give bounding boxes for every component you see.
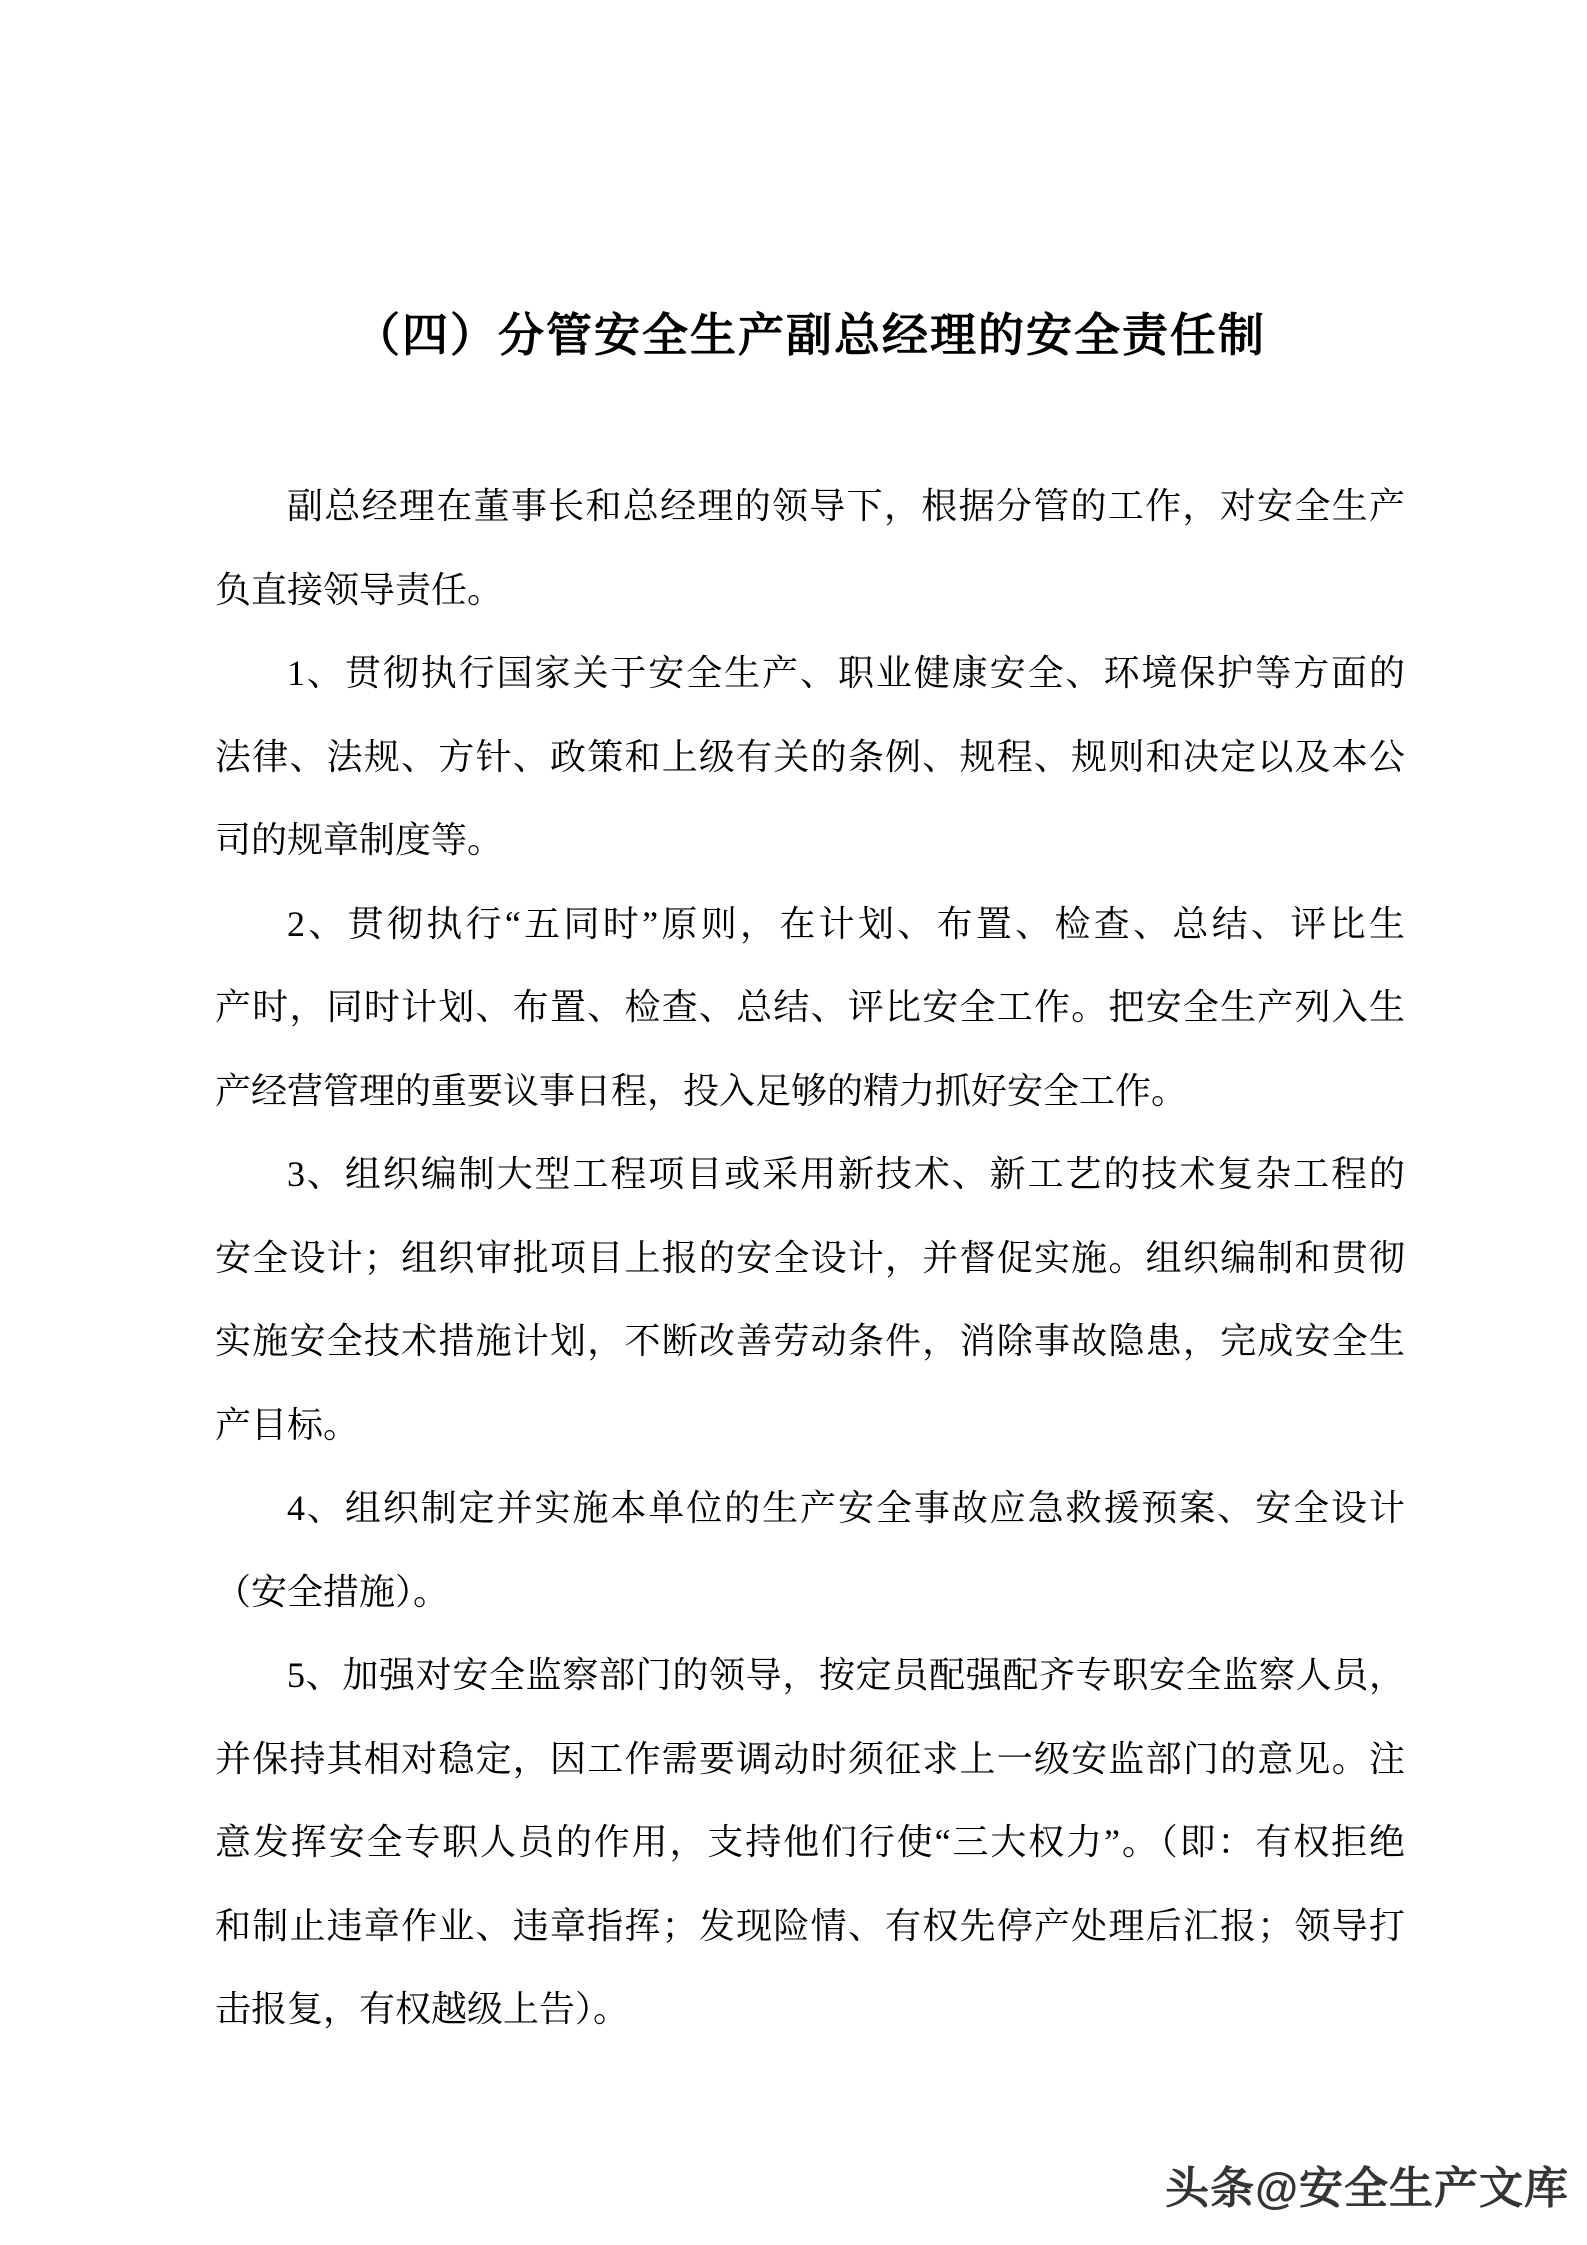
- body-line-p0-l0: 副总经理在董事长和总经理的领导下，根据分管的工作，对安全生产: [287, 486, 1405, 526]
- body-line-p0-l1: 负直接领导责任。: [215, 569, 504, 610]
- body-line-p2-l0: 2、贯彻执行“五同时”原则，在计划、布置、检查、总结、评比生: [287, 903, 1405, 944]
- body-line-p3-l3: 产目标。: [215, 1404, 360, 1445]
- watermark: [1165, 2163, 1569, 2215]
- body-line-p2-l1: 产时，同时计划、布置、检查、总结、评比安全工作。把安全生产列入生: [215, 987, 1405, 1027]
- body-line-p3-l1: 安全设计；组织审批项目上报的安全设计，并督促实施。组织编制和贯彻: [215, 1237, 1405, 1278]
- body-line-p5-l0: 5、加强对安全监察部门的领导，按定员配强配齐专职安全监察人员，: [287, 1655, 1405, 1695]
- body-line-p5-l4: 击报复，有权越级上告）。: [215, 1989, 630, 2029]
- document-title: （四）分管安全生产副总经理的安全责任制: [354, 309, 1266, 361]
- body-line-p5-l2: 意发挥安全专职人员的作用，支持他们行使“三大权力”。（即：有权拒绝: [215, 1822, 1405, 1862]
- body-line-p3-l2: 实施安全技术措施计划，不断改善劳动条件，消除事故隐患，完成安全生: [215, 1321, 1405, 1361]
- body-line-p4-l1: （安全措施）。: [215, 1571, 450, 1612]
- body-line-p5-l3: 和制止违章作业、违章指挥；发现险情、有权先停产处理后汇报；领导打: [215, 1905, 1405, 1946]
- watermark-text: 头条@安全生产文库: [1165, 2164, 1569, 2213]
- document-body: [215, 465, 1405, 2052]
- body-line-p4-l0: 4、组织制定并实施本单位的生产安全事故应急救援预案、安全设计: [287, 1488, 1405, 1528]
- body-line-p1-l2: 司的规章制度等。: [215, 820, 504, 860]
- body-line-p1-l0: 1、贯彻执行国家关于安全生产、职业健康安全、环境保护等方面的: [287, 653, 1405, 693]
- body-line-p1-l1: 法律、法规、方针、政策和上级有关的条例、规程、规则和决定以及本公: [215, 736, 1405, 777]
- body-line-p2-l2: 产经营管理的重要议事日程，投入足够的精力抓好安全工作。: [215, 1070, 1188, 1111]
- body-line-p5-l1: 并保持其相对稳定，因工作需要调动时须征求上一级安监部门的意见。注: [215, 1738, 1405, 1779]
- body-line-p3-l0: 3、组织编制大型工程项目或采用新技术、新工艺的技术复杂工程的: [287, 1154, 1405, 1194]
